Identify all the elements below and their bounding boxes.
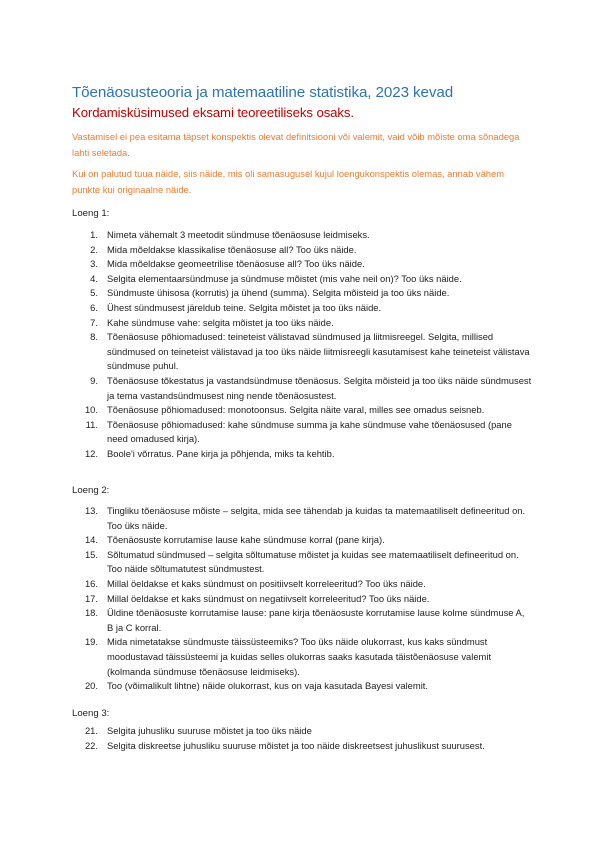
- question-text: Tõenäosuste korrutamise lause kahe sündmuse korral (pane kirja).: [107, 534, 385, 546]
- question-number: 1.: [90, 229, 98, 240]
- question-number: 9.: [90, 374, 98, 386]
- question-text: Tõenäosuse põhiomadused: monotoonsus. Selgita näite varal, milles see omadus seisneb.: [107, 404, 485, 416]
- question-text: Nimeta vähemalt 3 meetodit sündmuse tõenäosuse leidmiseks.: [107, 229, 370, 240]
- question-text: Üldine tõenäosuste korrutamise lause: pane kirja tõenäosuste korrutamise lause kolme sündmuse A, B ja C korral.: [107, 607, 525, 633]
- question-item: [72, 374, 532, 403]
- question-text: Tõenäosuse tõkestatus ja vastandsündmuse tõenäosus. Selgita mõisteid ja too üks näide sündmusest ja temа vastandsündmusest ning nende tõenäosustest.: [107, 374, 532, 401]
- question-text: Mida mõeldakse klassikalise tõenäosuse all? Too üks näide.: [107, 243, 357, 255]
- question-item: [72, 301, 532, 316]
- question-text: Too (võimalikult lihtne) näide olukorrast, kus on vaja kasutada Bayesi valemit.: [107, 680, 428, 692]
- question-text: Sündmuste ühisosa (korrutis) ja ühend (summa). Selgita mõisteid ja too üks näide.: [107, 287, 450, 299]
- question-text: Mida nimetatakse sündmuste täissüsteemiks? Too üks näide olukorrast, kus kaks sündmust moodustavad täissüsteemi ja kuidas selles olukorras saaks kasutada täistõenäosuse valemit (kolmanda sündmuse tõenäosuse leidmiseks).: [107, 636, 492, 677]
- question-item: [72, 286, 532, 301]
- question-item: [72, 272, 532, 287]
- question-number: 17.: [84, 592, 98, 604]
- question-number: 15.: [84, 548, 98, 560]
- question-list-loeng-1: [72, 228, 532, 462]
- question-item: [72, 577, 532, 592]
- question-number: 16.: [84, 577, 98, 589]
- question-text: Tõenäosuse põhiomadused: teineteist välistavad sündmused ja liitmisreegel. Selgita, millised sündmused on teineteist välistavad ja too üks näide liitmisreegli kasutamisest kahe teineteist välistava sündmuse puhul.: [107, 331, 530, 372]
- question-text: Kahe sündmuse vahe: selgita mõistet ja too üks näide.: [107, 316, 334, 328]
- question-item: [72, 533, 532, 548]
- question-item: [72, 403, 532, 418]
- question-item: [72, 418, 532, 447]
- question-number: 7.: [90, 316, 98, 328]
- section-heading-loeng-3: Loeng 3:: [72, 708, 110, 719]
- question-text: Boole'i võrratus. Pane kirja ja põhjenda, miks ta kehtib.: [107, 447, 335, 459]
- question-item: [72, 739, 532, 754]
- question-number: 3.: [90, 258, 98, 270]
- question-number: 4.: [90, 272, 98, 284]
- question-item: [72, 330, 532, 374]
- question-number: 5.: [90, 287, 98, 299]
- question-item: [72, 316, 532, 331]
- question-number: 6.: [90, 301, 98, 313]
- instruction-note: Kui on palutud tuua näide, siis näide, mis oli samasugusel kujul loengukonspektis olemas, annab vähem punkte kui originaalne näide.: [72, 168, 505, 195]
- question-number: 2.: [90, 243, 98, 255]
- question-number: 19.: [84, 636, 98, 648]
- document-subtitle: Kordamisküsimused eksami teoreetiliseks osaks.: [72, 105, 354, 120]
- question-text: Millal öeldakse et kaks sündmust on positiivselt korreleeritud? Too üks näide.: [107, 577, 426, 589]
- question-item: [72, 257, 532, 272]
- question-item: [72, 548, 532, 577]
- instruction-note: Vastamisel ei pea esitama täpset konspektis olevat definitsiooni või valemit, vaid võib mõiste oma sõnadega lahti seletada.: [72, 131, 520, 158]
- question-number: 20.: [84, 680, 98, 692]
- question-number: 10.: [84, 404, 98, 416]
- question-number: 18.: [84, 607, 98, 619]
- question-list-loeng-3: [72, 724, 532, 753]
- question-text: Ühest sündmusest järeldub teine. Selgita mõistet ja too üks näide.: [107, 301, 382, 313]
- question-number: 12.: [84, 447, 98, 459]
- question-item: [72, 635, 532, 679]
- question-item: [72, 228, 532, 243]
- question-number: 13.: [84, 505, 98, 516]
- question-number: 8.: [90, 331, 98, 343]
- question-number: 21.: [84, 725, 98, 736]
- question-text: Mida mõeldakse geomeetrilise tõenäosuse all? Too üks näide.: [107, 258, 365, 270]
- question-item: [72, 724, 532, 739]
- question-number: 14.: [84, 534, 98, 546]
- question-text: Tingliku tõenäosuse mõiste – selgita, mida see tähendab ja kuidas ta matemaatiliselt defineeritud on. Too üks näide.: [107, 505, 526, 531]
- question-number: 22.: [84, 739, 98, 751]
- question-item: [72, 606, 532, 635]
- question-item: [72, 504, 532, 533]
- question-text: Selgita juhusliku suuruse mõistet ja too üks näide: [107, 725, 312, 736]
- question-item: [72, 243, 532, 258]
- document-title: Tõenäosusteooria ja matemaatiline statistika, 2023 kevad: [72, 84, 454, 101]
- question-text: Selgita diskreetse juhusliku suuruse mõistet ja too näide diskreetsest juhuslikust suurusest.: [107, 739, 485, 751]
- question-text: Sõltumatud sündmused – selgita sõltumatuse mõistet ja kuidas see matemaatiliselt defineeritud on. Too näide sõltumatutest sündmustest.: [107, 548, 519, 575]
- question-item: [72, 679, 532, 694]
- question-item: [72, 447, 532, 462]
- question-item: [72, 592, 532, 607]
- question-number: 11.: [85, 418, 98, 430]
- question-text: Selgita elementaarsündmuse ja sündmuse mõistet (mis vahe neil on)? Too üks näide.: [107, 272, 462, 284]
- section-heading-loeng-1: Loeng 1:: [72, 208, 110, 219]
- question-text: Millal öeldakse et kaks sündmust on negatiivselt korreleeritud? Too üks näide.: [107, 592, 430, 604]
- question-text: Tõenäosuse põhiomadused: kahe sündmuse summa ja kahe sündmuse vahe tõenäosused (pane need omadused kirja).: [107, 418, 512, 445]
- section-heading-loeng-2: Loeng 2:: [72, 485, 110, 496]
- question-list-loeng-2: [72, 504, 532, 694]
